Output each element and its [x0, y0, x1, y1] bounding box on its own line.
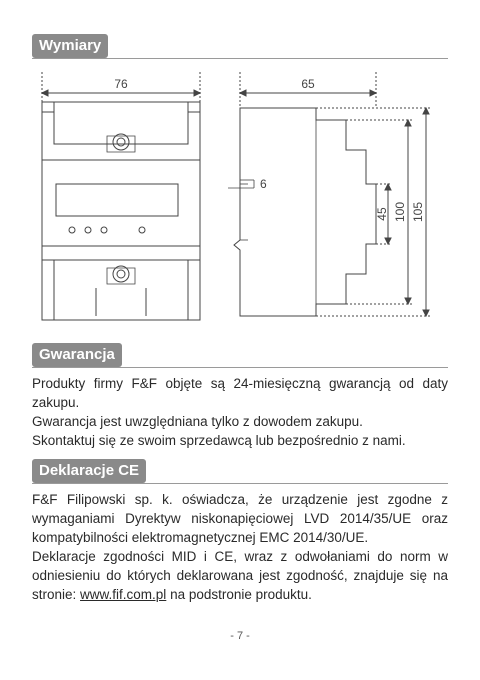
warranty-line-3: Skontaktuj się ze swoim sprzedawcą lub bezpośrednio z nami. [32, 433, 406, 448]
section-divider [32, 367, 448, 368]
width-dimension-label: 76 [114, 77, 128, 91]
ce-paragraph-2-text: Deklaracje zgodności MID i CE, wraz z odwołaniami do norm w odniesieniu do których deklarowana jest zgodność, znajduje się na stronie: [32, 549, 448, 602]
notch-dimension-label: 6 [260, 177, 267, 191]
ce-paragraph-1: F&F Filipowski sp. k. oświadcza, że urządzenie jest zgodne z wymaganiami Dyrektyw niskonapięciowej LVD 2014/35/UE oraz kompatybilności elektromagnetycznej EMC 2014/30/UE. [32, 492, 448, 545]
section-title-dimensions: Wymiary [32, 34, 108, 58]
height-100-label: 100 [393, 201, 407, 223]
warranty-line-2: Gwarancja jest uwzględniana tylko z dowodem zakupu. [32, 414, 363, 429]
front-view [42, 72, 200, 320]
warranty-text [32, 374, 448, 450]
ce-paragraph-2-tail: na podstronie produktu. [166, 587, 312, 602]
side-view [228, 72, 432, 316]
height-45-label: 45 [375, 207, 389, 221]
section-divider [32, 483, 448, 484]
depth-dimension-label: 65 [301, 77, 315, 91]
section-divider [32, 58, 448, 59]
page-number: - 7 - [230, 630, 250, 642]
ce-text [32, 490, 448, 604]
ce-paragraph-2 [32, 547, 448, 604]
height-105-label: 105 [411, 201, 425, 223]
warranty-line-1: Produkty firmy F&F objęte są 24-miesięczną gwarancją od daty zakupu. [32, 376, 448, 410]
section-title-warranty: Gwarancja [32, 343, 122, 367]
dimension-drawing [28, 68, 448, 330]
website-link[interactable]: www.fif.com.pl [80, 587, 167, 602]
section-title-ce: Deklaracje CE [32, 459, 146, 483]
